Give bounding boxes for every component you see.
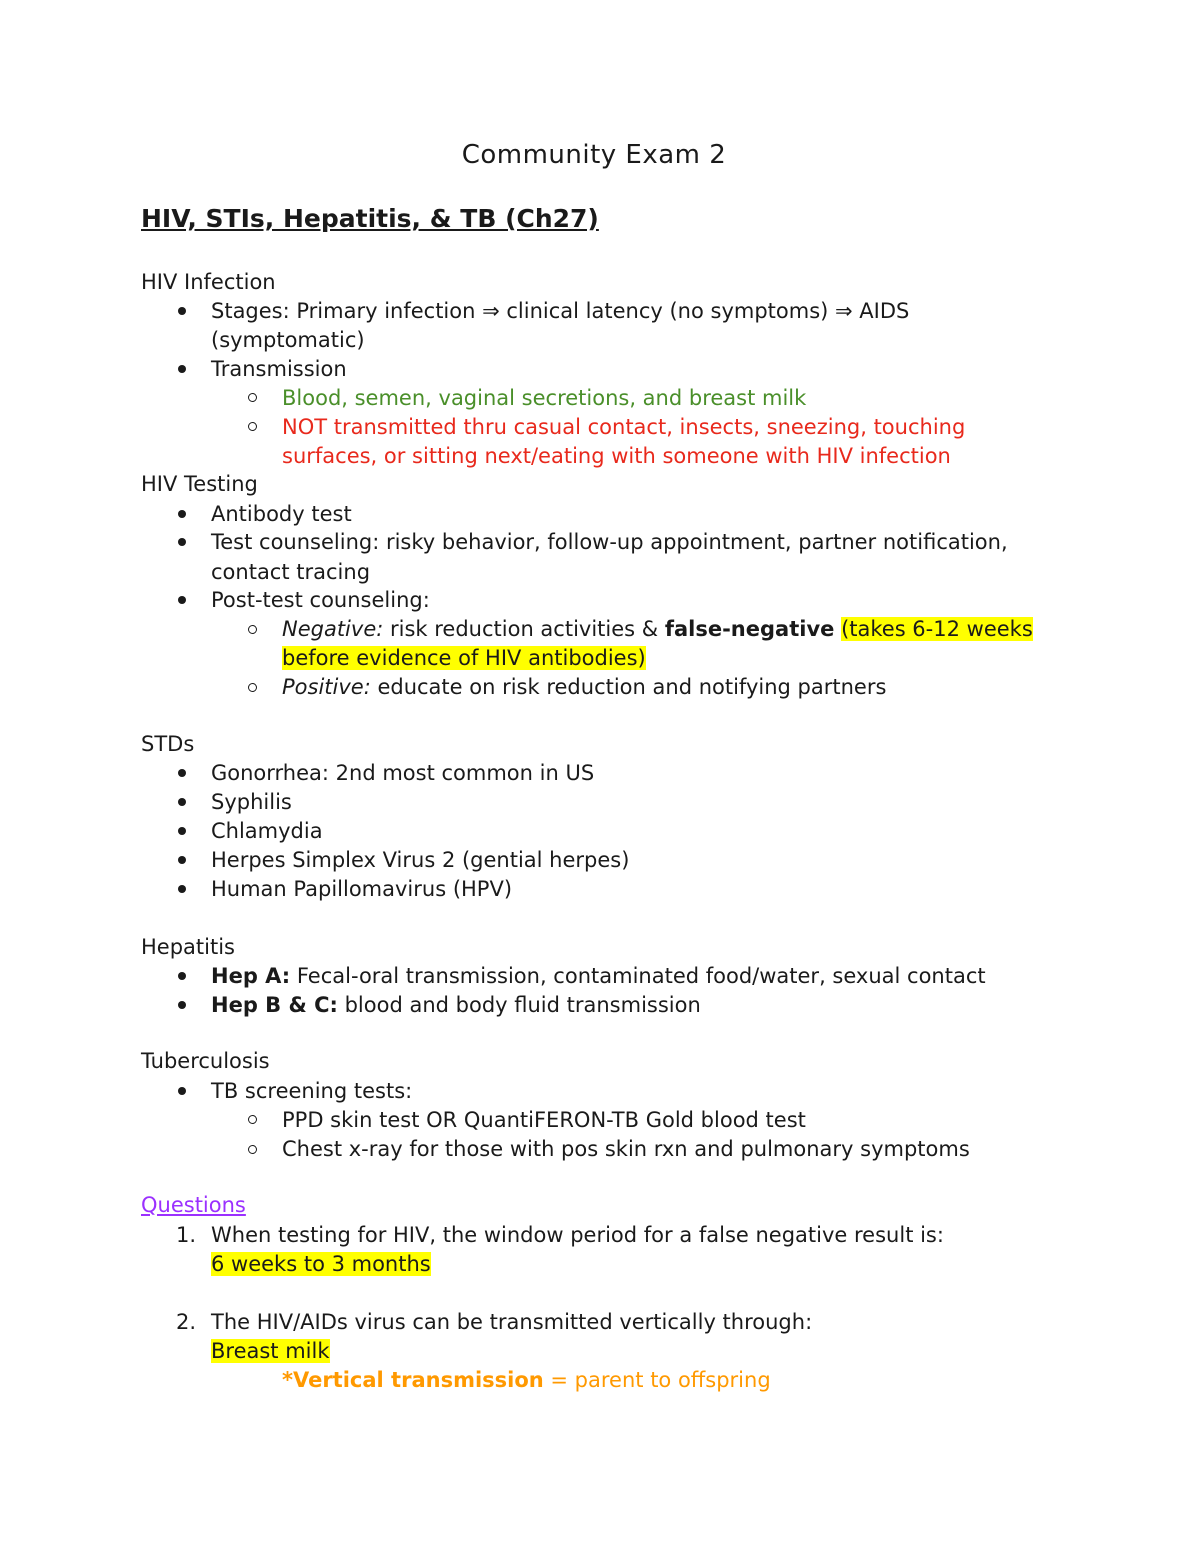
std-item: Herpes Simplex Virus 2 (gential herpes) — [211, 848, 630, 872]
std-item: Syphilis — [211, 790, 292, 814]
negative-result-line — [282, 614, 1033, 644]
not-transmitted-line1: NOT transmitted thru casual contact, insects, sneezing, touching — [282, 415, 966, 439]
question-2: The HIV/AIDs virus can be transmitted vertically through: — [211, 1310, 813, 1334]
chapter-heading: HIV, STIs, Hepatitis, & TB (Ch27) — [141, 204, 599, 233]
bullet-icon — [178, 769, 186, 777]
bullet-icon — [178, 1001, 186, 1009]
tb-sub-item: Chest x-ray for those with pos skin rxn and pulmonary symptoms — [282, 1137, 970, 1161]
section-hepatitis: Hepatitis — [141, 935, 235, 959]
bullet-icon — [178, 365, 186, 373]
list-item-stages-cont: (symptomatic) — [211, 328, 365, 352]
hep-a-item — [211, 961, 986, 991]
false-negative-term: false-negative — [664, 617, 835, 641]
negative-result-cont — [282, 643, 646, 673]
list-item-post-test: Post-test counseling: — [211, 588, 430, 612]
bullet-icon — [178, 510, 186, 518]
highlight-antibodies: before evidence of HIV antibodies) — [282, 646, 646, 670]
bullet-icon — [178, 798, 186, 806]
list-item-counseling: Test counseling: risky behavior, follow-up appointment, partner notification, — [211, 530, 1008, 554]
highlight-weeks: (takes 6-12 weeks — [841, 617, 1033, 641]
tb-sub-item: PPD skin test OR QuantiFERON-TB Gold blood test — [282, 1108, 806, 1132]
question-1-answer — [211, 1249, 431, 1279]
vertical-transmission-def: = parent to offspring — [543, 1368, 771, 1392]
answer-highlight: 6 weeks to 3 months — [211, 1252, 431, 1276]
circle-bullet-icon — [248, 1115, 257, 1124]
hep-bc-text: blood and body fluid transmission — [337, 993, 701, 1017]
question-2-answer — [211, 1336, 330, 1366]
section-stds: STDs — [141, 732, 195, 756]
bullet-icon — [178, 856, 186, 864]
circle-bullet-icon — [248, 683, 257, 692]
std-item: Gonorrhea: 2nd most common in US — [211, 761, 595, 785]
circle-bullet-icon — [248, 1145, 257, 1154]
tb-screening-item: TB screening tests: — [211, 1079, 413, 1103]
list-item-counseling-cont: contact tracing — [211, 560, 371, 584]
bullet-icon — [178, 1087, 186, 1095]
std-item: Chlamydia — [211, 819, 323, 843]
vertical-transmission-note — [282, 1365, 771, 1395]
question-number: 2. — [176, 1310, 197, 1334]
section-hiv-testing: HIV Testing — [141, 472, 258, 496]
section-hiv-infection: HIV Infection — [141, 270, 276, 294]
questions-link[interactable]: Questions — [141, 1193, 246, 1217]
circle-bullet-icon — [248, 625, 257, 634]
transmission-fluids: Blood, semen, vaginal secretions, and breast milk — [282, 386, 807, 410]
negative-text: risk reduction activities & — [383, 617, 665, 641]
section-tuberculosis: Tuberculosis — [141, 1049, 270, 1073]
positive-result-line — [282, 672, 886, 702]
question-number: 1. — [176, 1223, 197, 1247]
hep-a-label: Hep A: — [211, 964, 291, 988]
answer-highlight: Breast milk — [211, 1339, 330, 1363]
hep-bc-label: Hep B & C: — [211, 993, 338, 1017]
vertical-transmission-term: *Vertical transmission — [282, 1368, 544, 1392]
positive-label: Positive: — [282, 675, 371, 699]
std-item: Human Papillomavirus (HPV) — [211, 877, 513, 901]
hep-a-text: Fecal-oral transmission, contaminated food/water, sexual contact — [290, 964, 986, 988]
bullet-icon — [178, 307, 186, 315]
bullet-icon — [178, 827, 186, 835]
list-item-transmission: Transmission — [211, 357, 347, 381]
question-1: When testing for HIV, the window period for a false negative result is: — [211, 1223, 944, 1247]
negative-label: Negative: — [282, 617, 384, 641]
not-transmitted-line2: surfaces, or sitting next/eating with someone with HIV infection — [282, 444, 951, 468]
bullet-icon — [178, 885, 186, 893]
circle-bullet-icon — [248, 422, 257, 431]
list-item-antibody: Antibody test — [211, 502, 352, 526]
positive-text: educate on risk reduction and notifying partners — [370, 675, 887, 699]
bullet-icon — [178, 596, 186, 604]
bullet-icon — [178, 972, 186, 980]
circle-bullet-icon — [248, 393, 257, 402]
page-title: Community Exam 2 — [461, 140, 727, 170]
hep-bc-item — [211, 990, 701, 1020]
list-item-stages: Stages: Primary infection ⇒ clinical latency (no symptoms) ⇒ AIDS — [211, 299, 910, 323]
bullet-icon — [178, 538, 186, 546]
